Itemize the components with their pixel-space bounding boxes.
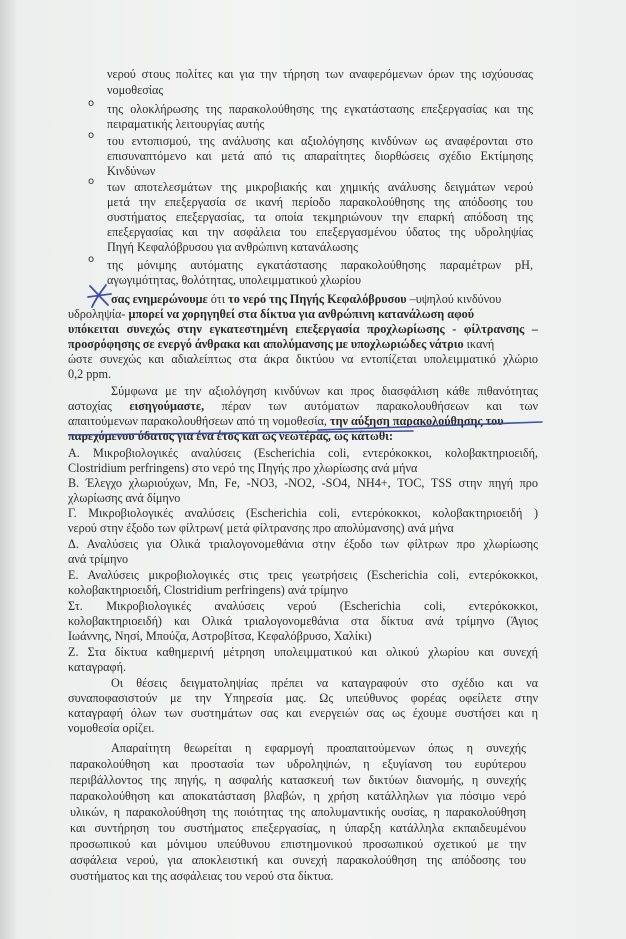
para4-line-4: παρακολούθηση και αποκατάσταση βλαβών, η χρήση κατάλληλων για πόσιμο νερό [70,789,526,803]
para3-line-1: Οι θέσεις δειγματοληψίας πρέπει να καταγραφούν στο σχέδιο και να [111,676,538,690]
handwritten-pen-mark [86,282,114,310]
para4-line-1: Απαραίτητη θεωρείται η εφαρμογή προαπαιτούμενων όπως η συνεχής [111,741,526,755]
bullet-3-line-1: του εντοπισμού, της ανάλυσης και αξιολόγησης κινδύνων ως αναφέρονται στο [107,134,533,148]
item-b-line-2: χλωρίωσης ανά δίμηνο [68,491,181,505]
para1-line-5: ώστε συνεχώς και αδιαλείπτως στα άκρα δικτύου να εντοπίζεται υπολειμματικό χλώριο [68,352,538,366]
para4-line-8: ασφάλεια νερού, για αποκλειστική και συνεχή παρακολούθηση της απόδοσης του [70,853,526,867]
para1-line-1: σας ενημερώνουμε ότι το νερό της Πηγής Κεφαλόβρυσου –υψηλού κινδύνου [111,292,502,306]
bullet-3-line-2: επισυναπτόμενο και μετά από τις απαραίτητες διορθώσεις σχέδιο Εκτίμησης [107,149,533,163]
item-a-line-1: Α. Μικροβιολογικές αναλύσεις (Escherichia coli, εντερόκοκκοι, κολοβακτηριοειδή, [68,446,538,460]
item-e-line-1: Ε. Αναλύσεις μικροβιολογικές στις τρεις γεωτρήσεις (Escherichia coli, εντερόκοκκοι, [68,568,538,582]
bullet-marker: o [88,98,95,109]
para4-line-3: περιβάλλοντος της πηγής, η ασφαλής κατασκευή των δικτύων διανομής, η συνεχής [70,773,526,787]
item-f-line-3: Ιωάννης, Νησί, Μπούζα, Αστροβίτσα, Κεφαλόβρυσο, Χαλίκι) [68,629,372,643]
bullet-2-line-2: πειραματικής λειτουργίας αυτής [107,117,265,131]
bullet-1-line-2: νομοθεσίας [107,83,164,97]
para2-line-4: παρεχόμενου ύδατος για ένα έτος και ως νεωτέρας, ως κάτωθι: [68,429,394,443]
item-a-line-2: Clostridium perfringens) στο νερό της Πηγής προ χλωρίωσης ανά μήνα [68,461,418,475]
para2-line-1: Σύμφωνα με την αξιολόγηση κινδύνων και προς διασφάλιση κάθε πιθανότητας [111,384,538,398]
bullet-1-line-1: νερού στους πολίτες και για την τήρηση των αναφερόμενων όρων της ισχύουσας [107,67,533,81]
para3-line-2: συναποφασιστούν με την Υπηρεσία μας. Ως υπεύθυνος φορέας οφείλετε στην [68,691,538,705]
handwritten-underline [68,418,548,438]
para4-line-9: συστήματος και της ασφάλειας του νερού στα δίκτυα. [70,869,334,883]
bullet-4-line-5: Πηγή Κεφαλόβρυσου για ανθρώπινη κατανάλωσης [107,240,358,254]
bullet-4-line-3: συστήματος επεξεργασίας, τα οποία τεκμηριώνουν την επαρκή απόδοση της [107,210,533,224]
bullet-4-line-2: μετά την επεξεργασία σε ικανή περίοδο παρακολούθησης της απόδοσης του [107,195,533,209]
bullet-4-line-1: των αποτελεσμάτων της μικροβιακής και χημικής ανάλυσης δειγμάτων νερού [107,180,533,194]
para1-line-6: 0,2 ppm. [68,367,111,381]
para2-line-3: απαιτούμενων παρακολουθήσεων από τη νομοθεσία, την αύξηση παρακολούθησης του [68,414,504,428]
para4-line-6: και συντήρηση του συστήματος επεξεργασίας, η ύπαρξη κατάλληλα εκπαιδευμένου [70,821,526,835]
bullet-5-line-1: της μόνιμης αυτόματης εγκατάστασης παρακολούθησης παραμέτρων pH, [107,258,533,272]
bullet-4-line-4: επεξεργασίας και την ασφάλεια του επεξεργασμένου ύδατος της υδροληψίας [107,225,533,239]
bullet-2-line-1: της ολοκλήρωσης της παρακολούθησης της εγκατάστασης επεξεργασίας και της [107,102,533,116]
item-f-line-2: κολοβακτηριοειδή) και Ολικά τριαλογονομεθάνια στα δίκτυα ανά τρίμηνο (Άγιος [68,614,538,628]
para4-line-5: υλικών, η παρακολούθηση της ποιότητας της απολυμαντικής ουσίας, η παρακολούθηση [70,805,526,819]
bullet-marker: o [88,176,95,187]
para4-line-7: προσωπικού και μόνιμου υπεύθυνου επιστημονικού προσωπικού σχετικού με την [70,837,526,851]
item-b-line-1: Β. Έλεγχο χλωριούχων, Mn, Fe, -NO3, -NO2, -SO4, NH4+, TOC, TSS στην πηγή προ [68,476,538,490]
item-f-line-1: Στ. Μικροβιολογικές αναλύσεις νερού (Escherichia coli, εντερόκοκκοι, [68,599,538,613]
bullet-5-line-2: αγωγιμότητας, θολότητας, υπολειμματικού χλωρίου [107,273,362,287]
bullet-marker: o [88,254,95,265]
item-c-line-1: Γ. Μικροβιολογικές αναλύσεις (Escherichia coli, εντερόκοκκοι, κολοβακτηριοειδή ) [68,506,538,520]
para3-line-3: καταγραφή όλων των συστημάτων σας και ενεργειών σας ως έχουμε συστήσει και η [68,706,538,720]
bullet-3-line-3: Κινδύνων [107,164,156,178]
para3-line-4: νομοθεσία ορίζει. [68,721,155,735]
page-binding-shadow [0,0,18,939]
para4-line-2: παρακολούθηση και προστασία των υδροληψιών, η εξυγίανση του ευρύτερου [70,757,526,771]
bullet-marker: o [88,130,95,141]
para1-line-2: υδροληψία- μπορεί να χορηγηθεί στα δίκτυα για ανθρώπινη κατανάλωση αφού [68,307,475,321]
item-e-line-2: κολοβακτηριοειδή, Clostridium perfringens) ανά τρίμηνο [68,583,349,597]
item-d-line-2: ανά τρίμηνο [68,552,129,566]
item-c-line-2: νερού στην έξοδο των φίλτρων( μετά φίλτρανσης προ απολύμανσης) ανά μήνα [68,521,454,535]
item-g-line-2: καταγραφή. [68,660,127,674]
para1-line-3: υπόκειται συνεχώς στην εγκατεστημένη επεξεργασία προχλωρίωσης - φίλτρανσης – [68,322,538,336]
para1-line-4: προσρόφησης σε ενεργό άνθρακα και απολύμανσης με υποχλωριώδες νάτριο ικανή [68,337,495,351]
para2-line-2: αστοχίας εισηγούμαστε, πέραν των αυτόματων παρακολουθήσεων και των [68,399,538,413]
item-d-line-1: Δ. Αναλύσεις για Ολικά τριαλογονομεθάνια στην έξοδο των φίλτρων προ χλωρίωσης [68,537,538,551]
item-g-line-1: Ζ. Στα δίκτυα καθημερινή μέτρηση υπολειμματικού και ολικού χλωρίου και συνεχή [68,645,538,659]
